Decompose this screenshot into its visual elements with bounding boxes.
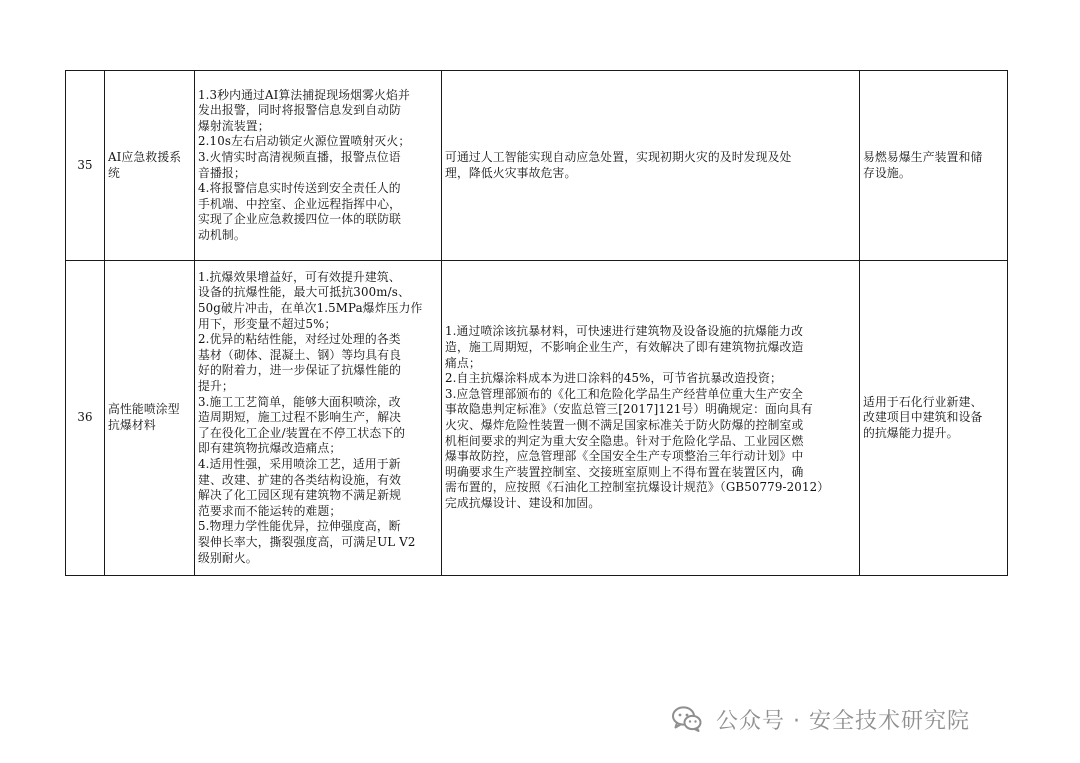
technology-name-line: 高性能喷涂型 (108, 402, 180, 417)
effect-line: 造，施工周期短，不影响企业生产，有效解决了即有建筑物抗爆改造 (445, 340, 804, 355)
technical-features-cell (195, 261, 442, 576)
feature-line: 造周期短，施工过程不影响生产，解决 (198, 410, 402, 425)
scope-line: 易燃易爆生产装置和储 (863, 149, 983, 164)
feature-line: 1.3秒内通过AI算法捕捉现场烟雾火焰并 (198, 87, 410, 102)
effect-line: 痛点； (445, 355, 481, 370)
technology-name-line: 抗爆材料 (108, 418, 156, 432)
effect-line: 明确要求生产装置控制室、交接班室原则上不得布置在装置区内，确 (445, 464, 804, 479)
feature-line: 提升； (198, 379, 234, 394)
effect-line: 可通过人工智能实现自动应急处置，实现初期火灾的及时发现及处 (445, 149, 792, 164)
feature-line: 设备的抗爆性能，最大可抵抗300m/s、 (198, 285, 410, 300)
feature-line: 发出报警，同时将报警信息发到自动防 (198, 103, 402, 118)
technical-features-cell (195, 71, 442, 261)
application-effects-cell (442, 261, 860, 576)
feature-line: 音播报； (198, 165, 246, 180)
feature-line: 裂伸长率大，撕裂强度高，可满足UL V2 (198, 534, 416, 549)
feature-line: 1.抗爆效果增益好，可有效提升建筑、 (198, 269, 401, 284)
row-number-cell (66, 71, 105, 261)
effect-line: 理，降低火灾事故危害。 (445, 165, 577, 180)
feature-line: 4.适用性强，采用喷涂工艺，适用于新 (198, 456, 401, 471)
feature-line: 3.施工工艺简单，能够大面积喷涂，改 (198, 394, 401, 409)
technology-name-line: 统 (108, 165, 120, 180)
feature-line: 即有建筑物抗爆改造痛点； (198, 441, 342, 456)
feature-line: 好的附着力，进一步保证了抗爆性能的 (198, 363, 402, 378)
effect-line: 3.应急管理部颁布的《化工和危险化学品生产经营单位重大生产安全 (445, 386, 804, 401)
table-row (66, 71, 1008, 261)
technology-name-line: AI应急救援系 (108, 149, 182, 164)
effect-line: 1.通过喷涂该抗暴材料，可快速进行建筑物及设备设施的抗爆能力改 (445, 324, 804, 339)
wechat-watermark (672, 703, 970, 735)
feature-line: 4.将报警信息实时传送到安全责任人的 (198, 181, 401, 196)
feature-line: 2.10s左右启动锁定火源位置喷射灭火； (198, 134, 411, 149)
effect-line: 事故隐患判定标准》（安监总管三[2017]121号）明确规定：面向具有 (445, 402, 813, 417)
scope-line: 适用于石化行业新建、 (863, 394, 983, 409)
scope-line: 的抗爆能力提升。 (863, 425, 959, 440)
watermark-text: 公众号 · 安全技术研究院 (716, 708, 970, 734)
feature-line: 范要求而不能运转的难题； (198, 503, 342, 518)
scope-line: 存设施。 (863, 165, 911, 180)
feature-line: 50g破片冲击，在单次1.5MPa爆炸压力作 (198, 301, 423, 316)
feature-line: 3.火情实时高清视频直播，报警点位语 (198, 149, 401, 164)
application-scope-cell (860, 261, 1008, 576)
feature-line: 用下，形变量不超过5%； (198, 316, 337, 331)
application-scope-cell (860, 71, 1008, 261)
feature-line: 解决了化工园区现有建筑物不满足新规 (198, 488, 402, 503)
feature-line: 爆射流装置； (198, 118, 270, 133)
feature-line: 基材（砌体、混凝土、钢）等均具有良 (198, 347, 402, 362)
table-row (66, 261, 1008, 576)
feature-line: 实现了企业应急救援四位一体的联防联 (198, 212, 402, 227)
effect-line: 2.自主抗爆涂料成本为进口涂料的45%，可节省抗暴改造投资； (445, 371, 782, 386)
feature-line: 建、改建、扩建的各类结构设施，有效 (198, 472, 402, 487)
document-table (65, 70, 1008, 576)
technology-name-cell (105, 261, 195, 576)
row-number: 35 (77, 157, 93, 172)
effect-line: 爆事故防控，应急管理部《全国安全生产专项整治三年行动计划》中 (445, 449, 804, 464)
feature-line: 5.物理力学性能优异，拉伸强度高，断 (198, 519, 401, 534)
feature-line: 级别耐火。 (198, 550, 258, 565)
technology-name-cell (105, 71, 195, 261)
effect-line: 机柜间要求的判定为重大安全隐患。针对于危险化学品、工业园区燃 (445, 433, 804, 448)
feature-line: 2.优异的粘结性能，对经过处理的各类 (198, 332, 401, 347)
feature-line: 了在役化工企业/装置在不停工状态下的 (198, 425, 406, 440)
feature-line: 动机制。 (198, 227, 246, 242)
effect-line: 火灾、爆炸危险性装置一侧不满足国家标准关于防火防爆的控制室或 (445, 418, 804, 432)
effect-line: 需布置的，应按照《石油化工控制室抗爆设计规范》（GB50779-2012） (445, 480, 830, 495)
row-number: 36 (77, 410, 93, 425)
row-number-cell (66, 261, 105, 576)
application-effects-cell (442, 71, 860, 261)
feature-line: 手机端、中控室、企业远程指挥中心， (198, 196, 402, 211)
scope-line: 改建项目中建筑和设备 (863, 410, 983, 425)
effect-line: 完成抗爆设计、建设和加固。 (445, 495, 601, 510)
wechat-icon (672, 706, 702, 732)
